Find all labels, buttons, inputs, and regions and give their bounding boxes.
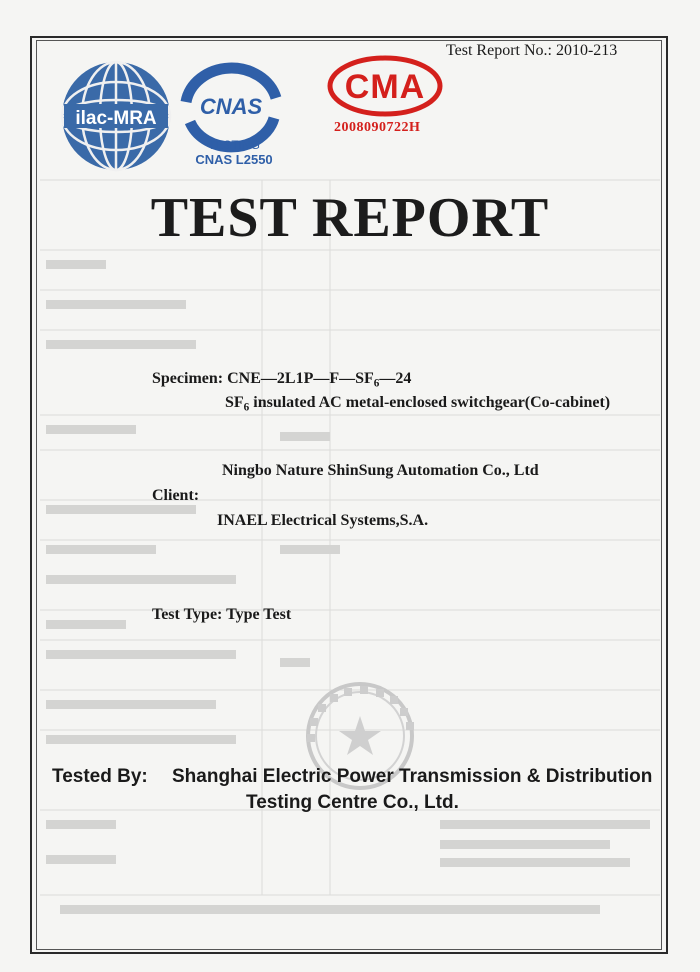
cnas-text: CNAS xyxy=(199,94,263,119)
specimen-label: Specimen: xyxy=(152,370,224,387)
specimen-model-suffix: —24 xyxy=(379,370,412,387)
ilac-text: ilac-MRA xyxy=(75,108,157,129)
specimen-line xyxy=(152,370,411,389)
cma-logo xyxy=(326,54,444,118)
testing-organization-line2: Testing Centre Co., Ltd. xyxy=(246,792,459,813)
cnas-testing-text: TESTING xyxy=(207,138,261,152)
client-name: INAEL Electrical Systems,S.A. xyxy=(217,512,429,529)
specimen-desc-suffix: insulated AC metal-enclosed switchgear(Co-cabinet) xyxy=(249,394,611,411)
cnas-code-text: CNAS L2550 xyxy=(195,152,273,167)
client-label: Client: xyxy=(152,487,200,504)
cnas-logo xyxy=(172,52,290,170)
specimen-model xyxy=(227,370,412,390)
test-type: Test Type: Type Test xyxy=(152,606,292,623)
specimen-description xyxy=(225,394,610,413)
specimen-desc-part: SF xyxy=(225,394,244,411)
tested-by-label: Tested By: xyxy=(52,766,148,787)
report-number: Test Report No.: 2010-213 xyxy=(446,42,618,59)
specimen-model-part: CNE—2L1P—F—SF xyxy=(227,370,374,387)
cma-text: CMA xyxy=(344,68,426,106)
specimen-model-subscript: 6 xyxy=(373,377,380,390)
ilac-mra-logo xyxy=(58,58,174,174)
manufacturer-name: Ningbo Nature ShinSung Automation Co., Ltd xyxy=(222,462,539,479)
testing-organization-line1: Shanghai Electric Power Transmission & Distribution xyxy=(172,766,653,787)
page-title: TEST REPORT xyxy=(150,187,550,249)
cma-code: 2008090722H xyxy=(334,120,421,135)
specimen-desc-subscript: 6 xyxy=(243,401,250,414)
